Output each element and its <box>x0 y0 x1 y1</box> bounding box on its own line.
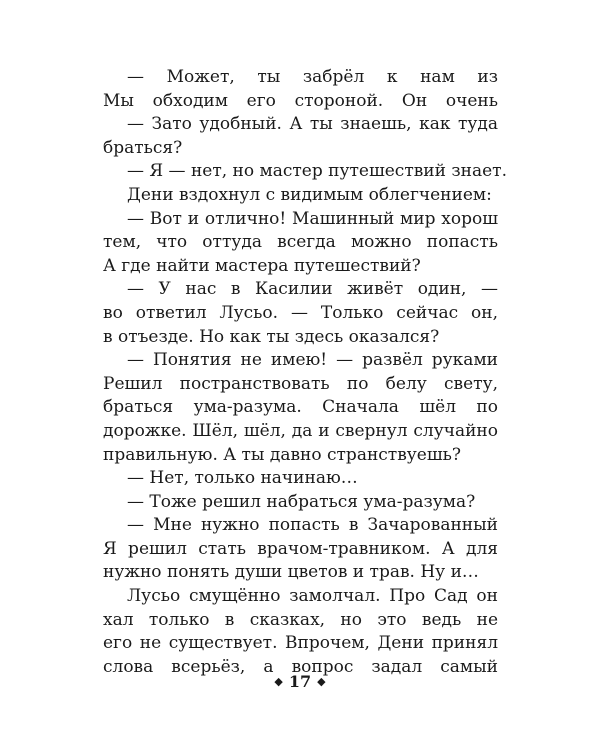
text-line: — Нет, только начинаю… <box>127 468 358 489</box>
text-line: слова всерьёз, а вопрос задал самый <box>103 656 498 677</box>
text-line: — Мне нужно попасть в Зачарованный <box>127 515 498 536</box>
text-line: браться ума-разума. Сначала шёл по <box>103 397 498 418</box>
text-line: — Тоже решил набраться ума-разума? <box>127 491 476 512</box>
text-line: — Может, ты забрёл к нам из <box>127 67 498 87</box>
text-line: — Зато удобный. А ты знаешь, как туда <box>127 114 498 135</box>
text-line: Я решил стать врачом-травником. А для <box>103 538 498 559</box>
text-line: — Я — нет, но мастер путешествий знает. <box>127 161 507 182</box>
text-line: Решил постранствовать по белу свету, <box>103 373 498 394</box>
text-line: тем, что оттуда всегда можно попасть <box>103 232 498 253</box>
diamond-left-icon: ◆ <box>274 675 283 688</box>
text-line: — Понятия не имею! — развёл руками <box>127 350 498 371</box>
text-line: во ответил Лусьо. — Только сейчас он, <box>103 302 498 323</box>
text-line: его не существует. Впрочем, Дени принял <box>103 633 498 654</box>
text-line: в отъезде. Но как ты здесь оказался? <box>103 326 440 347</box>
text-line: А где найти мастера путешествий? <box>103 255 421 276</box>
text-line: Лусьо смущённо замолчал. Про Сад он <box>127 586 498 607</box>
text-line: дорожке. Шёл, шёл, да и свернул случайно <box>103 420 498 441</box>
text-line: — Вот и отлично! Машинный мир хорош <box>127 208 498 229</box>
diamond-right-icon: ◆ <box>317 675 326 688</box>
page-number-footer <box>0 672 600 691</box>
page-number: 17 <box>288 672 312 691</box>
text-line: правильную. А ты давно странствуешь? <box>103 444 462 465</box>
text-line: хал только в сказках, но это ведь не <box>103 609 498 630</box>
text-line: браться? <box>103 137 183 158</box>
text-line: Мы обходим его стороной. Он очень <box>103 90 498 111</box>
text-line: нужно понять души цветов и трав. Ну и… <box>103 562 479 583</box>
body-text <box>103 66 507 679</box>
text-line: — У нас в Касилии живёт один, — <box>127 279 498 300</box>
text-line: Дени вздохнул с видимым облегчением: <box>127 184 492 205</box>
